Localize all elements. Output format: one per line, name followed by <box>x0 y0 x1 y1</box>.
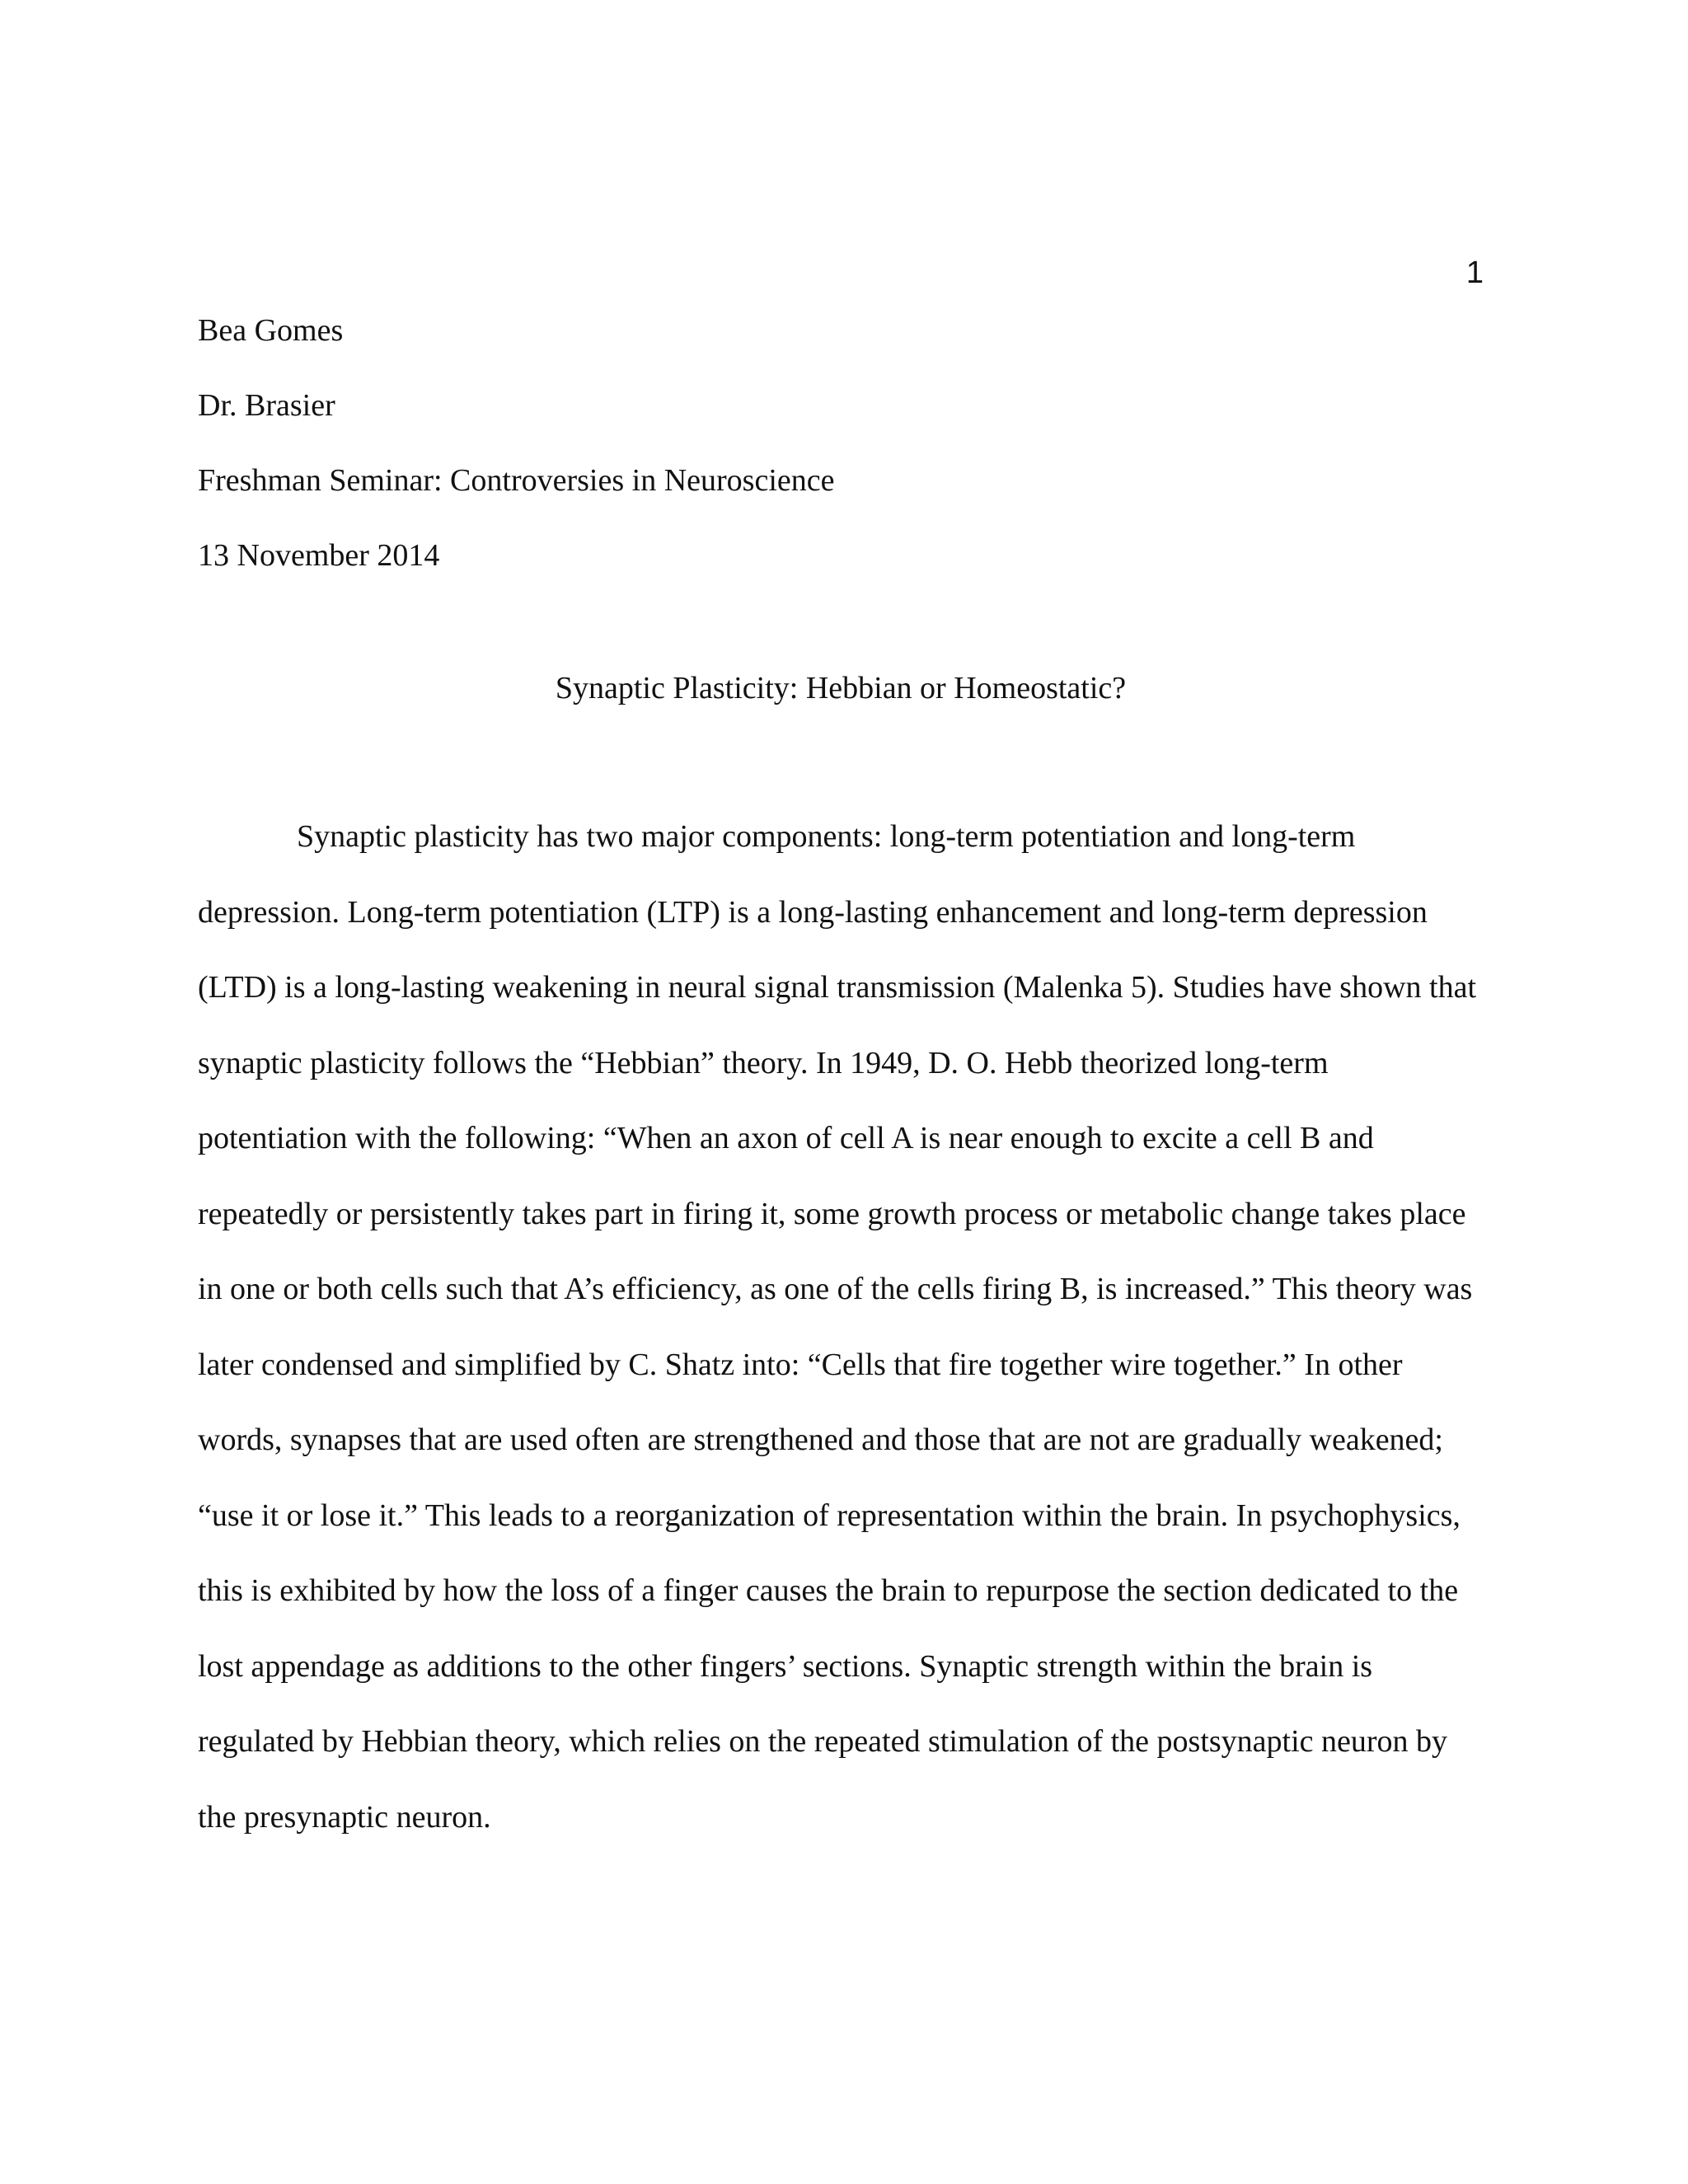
author-name: Bea Gomes <box>198 313 344 348</box>
mla-heading <box>198 293 1484 593</box>
body-paragraph: Synaptic plasticity has two major components: long-term potentiation and long-term depression. Long-term potentiation (LTP) is a long-lasting enhancement and long-term depression (LTD) is a long-lasting weakening in neural signal transmission (Malenka 5). Studies have shown that synaptic plasticity follows the “Hebbian” theory. In 1949, D. O. Hebb theorized long-term potentiation with the following: “When an axon of cell A is near enough to excite a cell B and repeatedly or persistently takes part in firing it, some growth process or metabolic change takes place in one or both cells such that A’s efficiency, as one of the cells firing B, is increased.” This theory was later condensed and simplified by C. Shatz into: “Cells that fire together wire together.” In other words, synapses that are used often are strengthened and those that are not are gradually weakened; “use it or lose it.” This leads to a reorganization of representation within the brain. In psychophysics, this is exhibited by how the loss of a finger causes the brain to repurpose the section dedicated to the lost appendage as additions to the other fingers’ sections. Synaptic strength within the brain is regulated by Hebbian theory, which relies on the repeated stimulation of the postsynaptic neuron by the presynaptic neuron. <box>198 819 1477 1835</box>
submission-date: 13 November 2014 <box>198 538 440 573</box>
course-name: Freshman Seminar: Controversies in Neuroscience <box>198 463 835 498</box>
instructor-name: Dr. Brasier <box>198 388 335 423</box>
essay-title: Synaptic Plasticity: Hebbian or Homeostatic? <box>555 671 1127 705</box>
page-number: 1 <box>1465 255 1484 290</box>
